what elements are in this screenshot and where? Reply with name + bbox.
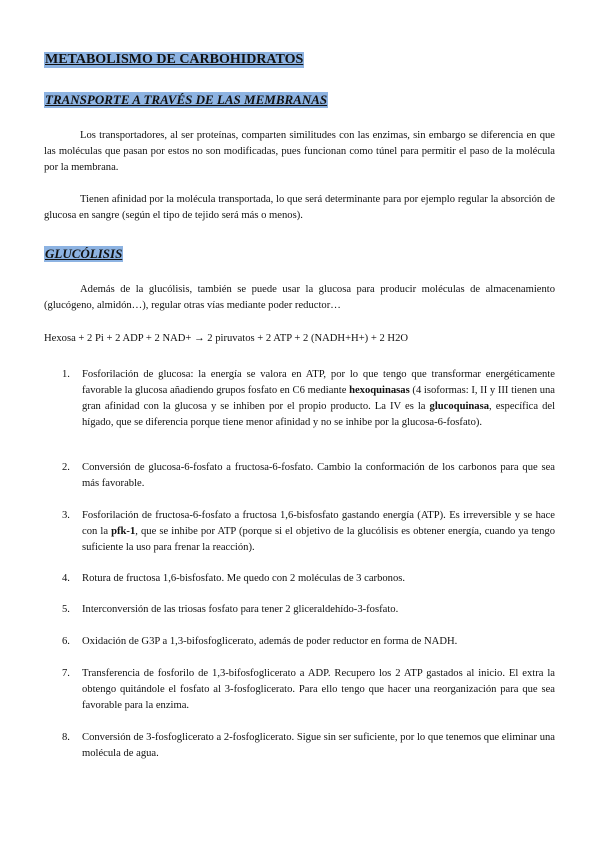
paragraph-afinidad: Tienen afinidad por la molécula transportada, lo que será determinante para por ejemplo regular la absorción de glucosa en sangre (según el tipo de tejido será más o menos). [44,194,555,221]
list-item-text: Fosforilación de fructosa-6-fosfato a fructosa 1,6-bisfosfato gastando energía (ATP). Es irreversible y se hace con la pfk-1, que se inhibe por ATP (porque si el objetivo de la glucólisis es obtener energía, cuando ya tengo suficiente la uso para frenar la reacción). [82,510,555,553]
list-item-step-1 [62,367,555,431]
heading-glucolisis: GLUCÓLISIS [45,246,123,261]
list-item-step-6 [62,634,555,650]
list-item-step-8 [62,730,555,762]
list-item-text: Oxidación de G3P a 1,3-bifosfoglicerato, además de poder reductor en forma de NADH. [82,636,458,647]
heading-transporte: TRANSPORTE A TRAVÉS DE LAS MEMBRANAS [45,92,328,107]
list-item-step-5 [62,602,555,618]
list-item-text: Interconversión de las triosas fosfato para tener 2 gliceraldehído-3-fosfato. [82,604,399,615]
list-number: 8. [62,732,70,743]
list-item-step-4 [62,571,555,587]
list-number: 1. [62,369,70,380]
list-item-step-7 [62,666,555,714]
list-number: 5. [62,604,70,615]
term-hexoquinasas: hexoquinasas [349,385,410,396]
list-number: 4. [62,573,70,584]
paragraph-glucolisis-intro: Además de la glucólisis, también se puede usar la glucosa para producir moléculas de almacenamiento (glucógeno, almidón…), regular otras vías mediante poder reductor… [44,284,555,311]
list-number: 7. [62,668,70,679]
list-number: 2. [62,462,70,473]
list-number: 6. [62,636,70,647]
glycolysis-equation: Hexosa + 2 Pi + 2 ADP + 2 NAD+ → 2 piruvatos + 2 ATP + 2 (NADH+H+) + 2 H2O [44,333,409,344]
list-number: 3. [62,510,70,521]
list-item-step-2 [62,460,555,492]
document-title: METABOLISMO DE CARBOHIDRATOS [45,52,304,67]
paragraph-transportadores: Los transportadores, al ser proteínas, comparten similitudes con las enzimas, sin embargo se diferencia en que las moléculas que pasan por estos no son modificadas, pues funcionan como túnel para permitir el paso de la molécula por la membrana. [44,130,555,173]
term-glucoquinasa: glucoquinasa [429,401,490,412]
list-item-text: Fosforilación de glucosa: la energía se valora en ATP, por lo que tengo que transformar energéticamente favorable la glucosa añadiendo grupos fosfato en C6 mediante hexoquinasas (4 isoformas: I, II y III tienen una gran afinidad con la glucosa y se inhiben por el propio producto. La IV es la glucoquinasa, específica del hígado, que se diferencia porque tiene menor afinidad y no se inhibe por la glucosa-6-fosfato). [82,369,556,428]
list-item-text: Conversión de glucosa-6-fosfato a fructosa-6-fosfato. Cambio la conformación de los carbonos para que sea más favorable. [82,462,555,489]
list-item-text: Rotura de fructosa 1,6-bisfosfato. Me quedo con 2 moléculas de 3 carbonos. [82,573,406,584]
list-item-text: Transferencia de fosforilo de 1,3-bifosfoglicerato a ADP. Recupero los 2 ATP gastados al inicio. El extra la obtengo quitándole el fosfato al 3-fosfoglicerato. Para ello tengo que hacer una reorganización para que sea favorable para la enzima. [82,668,555,711]
list-item-text: Conversión de 3-fosfoglicerato a 2-fosfoglicerato. Sigue sin ser suficiente, por lo que tenemos que eliminar una molécula de agua. [82,732,555,759]
list-item-step-3 [62,508,555,556]
term-pfk-1: pfk-1 [111,526,136,537]
